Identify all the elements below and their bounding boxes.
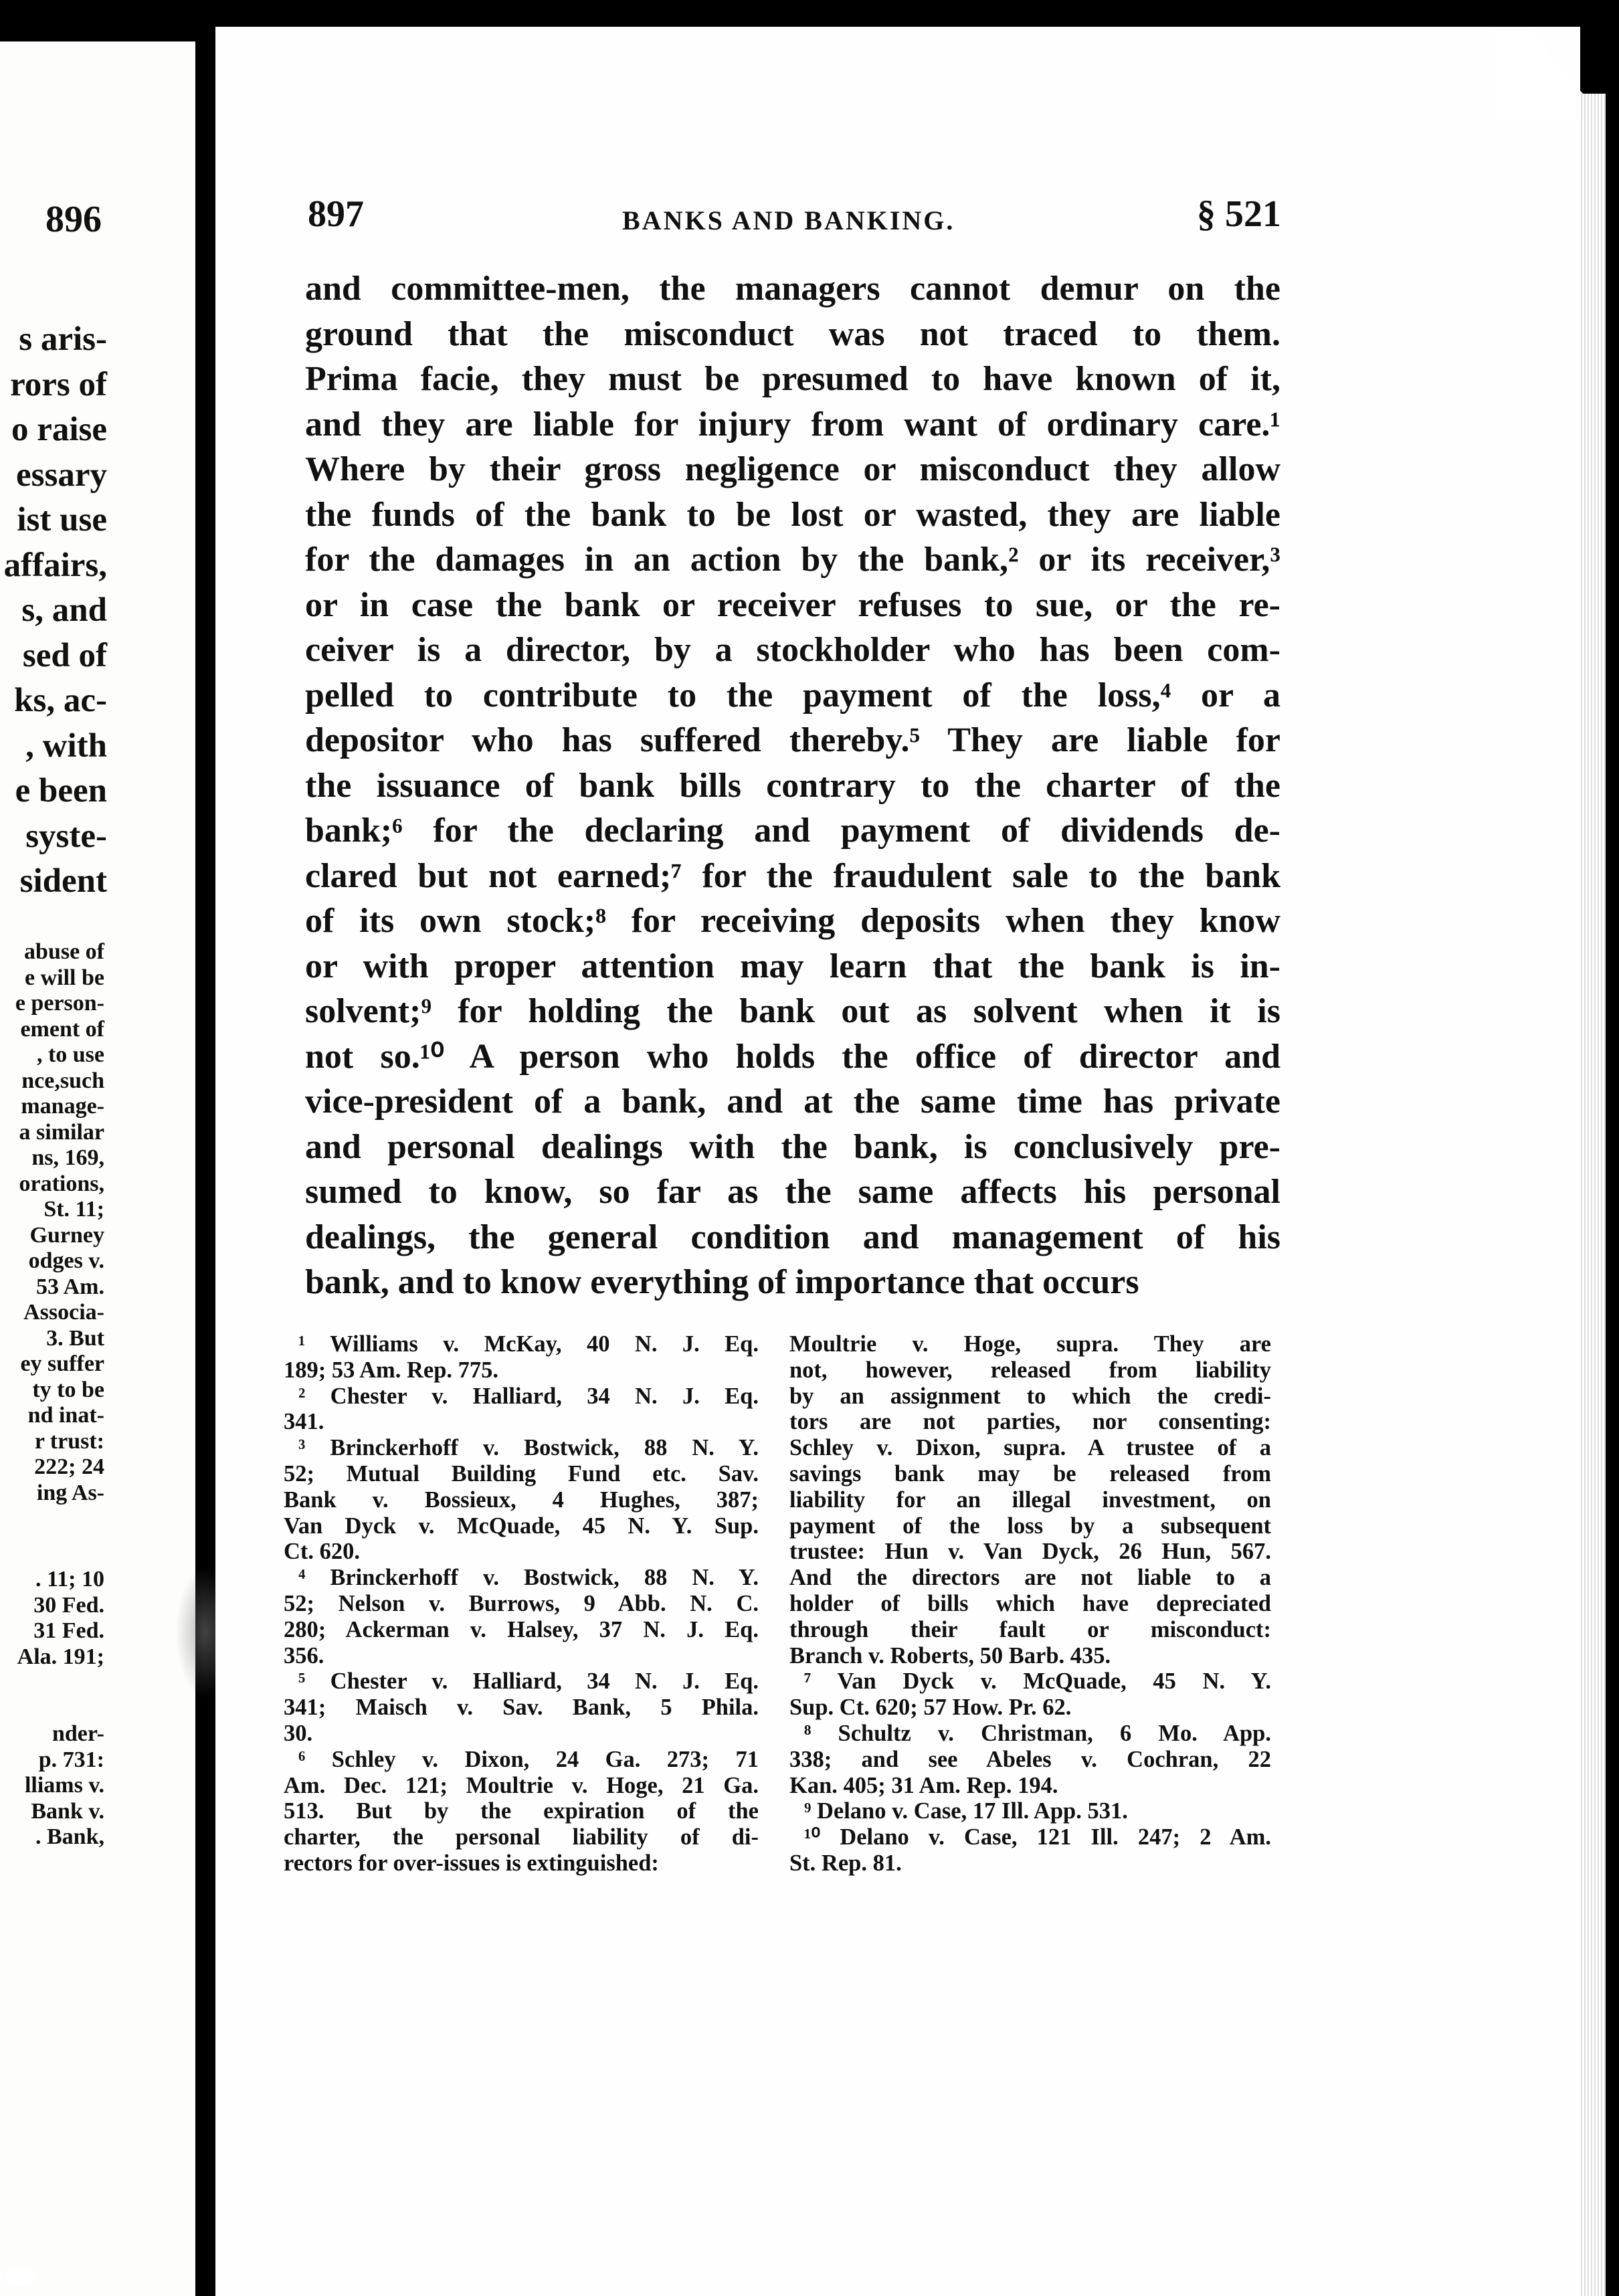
left-note-line: nce,such: [21, 1068, 104, 1093]
body-line: or with proper attention may learn that the bank is in-: [305, 947, 1280, 985]
left-body-line: rors of: [10, 365, 107, 403]
footnote-line: ¹⁰ Delano v. Case, 121 Ill. 247; 2 Am.: [804, 1824, 1271, 1850]
left-note-line: orations,: [19, 1171, 104, 1196]
footnote-line: 280; Ackerman v. Halsey, 37 N. J. Eq.: [284, 1616, 759, 1642]
footnote-line: trustee: Hun v. Van Dyck, 26 Hun, 567.: [789, 1539, 1271, 1565]
footnote-line: Bank v. Bossieux, 4 Hughes, 387;: [284, 1487, 759, 1513]
left-page-notes: [15, 939, 104, 1506]
footnote-line: 52; Nelson v. Burrows, 9 Abb. N. C.: [284, 1590, 759, 1616]
left-note-line: e will be: [25, 965, 104, 990]
left-note-line: 222; 24: [34, 1454, 104, 1479]
footnote-line: 338; and see Abeles v. Cochran, 22: [789, 1746, 1271, 1772]
left-note-line: St. 11;: [43, 1197, 104, 1222]
left-note-line: ty to be: [32, 1377, 104, 1402]
body-line: ground that the misconduct was not traced to them.: [305, 314, 1280, 353]
footnote-line: ⁸ Schultz v. Christman, 6 Mo. App.: [804, 1720, 1271, 1746]
footnote-line: charter, the personal liability of di-: [284, 1824, 759, 1850]
footnote-line: ⁵ Chester v. Halliard, 34 N. J. Eq.: [298, 1668, 759, 1695]
footnote-line: 30.: [284, 1720, 313, 1746]
left-body-line: s aris-: [19, 320, 107, 358]
left-note-line: nder-: [52, 1721, 104, 1746]
running-title: BANKS AND BANKING.: [622, 205, 955, 235]
left-body-line: e been: [15, 772, 107, 809]
left-note-line: , to use: [36, 1042, 104, 1067]
left-note-line: 30 Fed.: [33, 1592, 104, 1618]
footnote-line: 341.: [284, 1409, 324, 1435]
main-text: [305, 266, 1280, 1305]
body-line: bank, and to know everything of importance that occurs: [305, 1263, 1139, 1301]
footnote-line: liability for an illegal investment, on: [789, 1487, 1271, 1513]
footnote-line: 513. But by the expiration of the: [284, 1798, 759, 1824]
footnote-line: tors are not parties, nor consenting:: [789, 1409, 1271, 1435]
left-page-body: [4, 317, 107, 904]
footnotes-right-column: [789, 1331, 1271, 1877]
left-note-line: nd inat-: [27, 1403, 104, 1428]
body-line: the issuance of bank bills contrary to the charter of the: [305, 766, 1280, 805]
left-body-line: sident: [19, 862, 107, 900]
body-line: ceiver is a director, by a stockholder who has been com-: [305, 631, 1280, 669]
body-line: Where by their gross negligence or misconduct they allow: [305, 450, 1280, 488]
section-number: § 521: [1197, 193, 1281, 235]
left-note-line: . 11; 10: [35, 1567, 104, 1592]
left-body-line: syste-: [25, 817, 107, 855]
footnote-line: Van Dyck v. McQuade, 45 N. Y. Sup.: [284, 1513, 759, 1539]
left-note-line: lliams v.: [24, 1773, 104, 1798]
footnote-line: ⁷ Van Dyck v. McQuade, 45 N. Y.: [804, 1668, 1271, 1695]
left-note-line: ement of: [20, 1016, 104, 1042]
left-note-line: 3. But: [46, 1325, 104, 1351]
left-note-line: manage-: [21, 1094, 104, 1119]
body-line: and they are liable for injury from want of ordinary care.¹: [305, 405, 1280, 444]
body-line: and personal dealings with the bank, is conclusively pre-: [305, 1127, 1280, 1166]
footnote-line: by an assignment to which the credi-: [789, 1383, 1271, 1409]
footnote-line: through their fault or misconduct:: [789, 1616, 1271, 1642]
footnote-line: Sup. Ct. 620; 57 How. Pr. 62.: [789, 1695, 1072, 1721]
body-line: clared but not earned;⁷ for the fraudulent sale to the bank: [305, 856, 1280, 895]
body-line: sumed to know, so far as the same affects his personal: [305, 1173, 1280, 1211]
page-edge-stack: [1579, 94, 1606, 2296]
left-note-line: 31 Fed.: [33, 1618, 104, 1643]
footnotes-left-column: [284, 1331, 759, 1877]
footnote-line: Am. Dec. 121; Moultrie v. Hoge, 21 Ga.: [284, 1772, 759, 1798]
body-line: solvent;⁹ for holding the bank out as solvent when it is: [305, 992, 1280, 1030]
body-line: not so.¹⁰ A person who holds the office of director and: [305, 1037, 1280, 1076]
body-line: pelled to contribute to the payment of the loss,⁴ or a: [305, 676, 1280, 714]
footnote-line: Kan. 405; 31 Am. Rep. 194.: [789, 1772, 1058, 1798]
left-note-line: Bank v.: [31, 1798, 104, 1824]
left-body-line: o raise: [11, 411, 107, 448]
left-note-line: . Bank,: [35, 1824, 104, 1849]
left-note-line: e person-: [15, 991, 104, 1016]
left-note-line: p. 731:: [38, 1747, 104, 1772]
body-line: and committee-men, the managers cannot demur on the: [305, 270, 1280, 308]
body-line: or in case the bank or receiver refuses to sue, or the re-: [305, 585, 1280, 624]
body-line: depositor who has suffered thereby.⁵ They are liable for: [305, 721, 1280, 759]
page-gutter: [195, 41, 215, 2296]
footnote-line: Moultrie v. Hoge, supra. They are: [789, 1331, 1271, 1357]
footnote-line: 189; 53 Am. Rep. 775.: [284, 1357, 499, 1383]
body-line: the funds of the bank to be lost or wasted, they are liable: [305, 495, 1280, 534]
left-note-line: Ala. 191;: [17, 1644, 104, 1669]
footnote-line: St. Rep. 81.: [789, 1850, 902, 1876]
left-note-line: Associa-: [23, 1300, 104, 1325]
footnote-line: Ct. 620.: [284, 1539, 361, 1565]
left-note-line: [17, 1670, 104, 1696]
body-line: bank;⁶ for the declaring and payment of dividends de-: [305, 811, 1280, 850]
left-body-line: ks, ac-: [14, 682, 107, 719]
left-body-line: affairs,: [3, 546, 107, 584]
footnote-line: ¹ Williams v. McKay, 40 N. J. Eq.: [298, 1331, 759, 1357]
left-note-line: 53 Am.: [36, 1274, 104, 1299]
left-note-line: a similar: [19, 1119, 104, 1145]
body-line: Prima facie, they must be presumed to have known of it,: [305, 360, 1280, 398]
left-note-line: ns, 169,: [31, 1145, 104, 1170]
left-body-line: ist use: [17, 501, 107, 539]
left-note-line: ey suffer: [20, 1351, 104, 1376]
left-body-line: essary: [16, 456, 107, 494]
body-line: for the damages in an action by the bank,² or its receiver,³: [305, 541, 1280, 579]
left-page-notes-continued: [17, 1567, 104, 1850]
footnote-line: ⁹ Delano v. Case, 17 Ill. App. 531.: [804, 1798, 1128, 1824]
footnote-line: rectors for over-issues is extinguished:: [284, 1850, 659, 1876]
left-note-line: abuse of: [24, 939, 104, 964]
left-note-line: odges v.: [28, 1248, 104, 1273]
footnote-line: savings bank may be released from: [789, 1460, 1271, 1487]
left-note-line: Gurney: [29, 1222, 104, 1248]
body-line: vice-president of a bank, and at the same time has private: [305, 1082, 1280, 1121]
footnote-line: holder of bills which have depreciated: [789, 1590, 1271, 1616]
footnote-line: ⁶ Schley v. Dixon, 24 Ga. 273; 71: [298, 1746, 759, 1772]
left-page-number: 896: [45, 199, 102, 240]
footnote-line: ² Chester v. Halliard, 34 N. J. Eq.: [298, 1383, 759, 1409]
page-number: 897: [308, 193, 364, 235]
left-body-line: s, and: [21, 591, 107, 629]
footnote-line: Branch v. Roberts, 50 Barb. 435.: [789, 1642, 1111, 1668]
left-note-line: r trust:: [34, 1428, 104, 1454]
footnote-line: 341; Maisch v. Sav. Bank, 5 Phila.: [284, 1695, 759, 1721]
page-header: [308, 193, 1281, 246]
left-note-line: ing As-: [36, 1480, 104, 1505]
left-body-line: sed of: [22, 636, 107, 674]
footnote-line: ³ Brinckerhoff v. Bostwick, 88 N. Y.: [298, 1435, 759, 1461]
footnote-line: 52; Mutual Building Fund etc. Sav.: [284, 1460, 759, 1487]
footnote-line: And the directors are not liable to a: [789, 1565, 1271, 1591]
body-line: dealings, the general condition and management of his: [305, 1218, 1280, 1256]
left-body-line: , with: [25, 727, 107, 765]
left-page: [0, 41, 195, 2296]
left-note-line: [17, 1696, 104, 1722]
footnote-line: payment of the loss by a subsequent: [789, 1513, 1271, 1539]
footnote-line: not, however, released from liability: [789, 1357, 1271, 1383]
footnote-line: 356.: [284, 1642, 324, 1668]
body-line: of its own stock;⁸ for receiving deposits when they know: [305, 902, 1280, 940]
footnote-line: Schley v. Dixon, supra. A trustee of a: [789, 1435, 1271, 1461]
footnote-line: ⁴ Brinckerhoff v. Bostwick, 88 N. Y.: [298, 1565, 759, 1591]
corner-mark: [5, 2268, 36, 2285]
